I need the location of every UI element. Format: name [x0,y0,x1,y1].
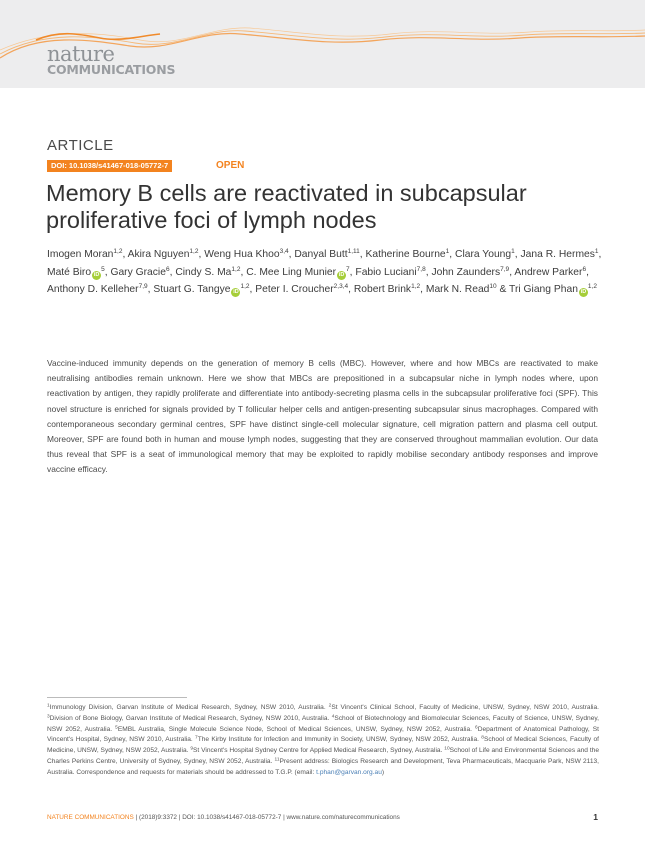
affiliation-text: Present address: Biologics Research and Development, Teva Pharmaceuticals, Macquarie Park, NSW 2113, Australia. [47,757,599,776]
author[interactable] [455,249,515,260]
author[interactable] [175,267,240,278]
author[interactable] [255,284,348,295]
author-name: Imogen Moran [47,249,114,260]
affiliation-text: School of Life and Environmental Sciences and the Charles Perkins Centre, University of Sydney, Sydney, NSW 2052, Australia. [47,747,599,765]
affiliations [47,703,599,779]
author-affiliation-marker: 7 [346,265,350,273]
affiliation-marker: 1 [47,703,50,709]
author-affiliation-marker: 1,2 [411,283,421,291]
article-title: Memory B cells are reactivated in subcapsular proliferative foci of lymph nodes [46,180,527,233]
author[interactable] [294,249,359,260]
page-footer [47,813,599,823]
author-name: Akira Nguyen [127,249,190,260]
author-affiliation-marker: 10 [489,283,497,291]
author[interactable] [426,284,497,295]
author-affiliation-marker: 1,2 [231,265,241,273]
author-name: Anthony D. Kelleher [47,284,139,296]
article-type-label: ARTICLE [47,137,114,154]
author[interactable] [431,267,509,278]
affiliation-marker: 4 [331,714,335,720]
abstract: Vaccine-induced immunity depends on the generation of memory B cells (MBC). However, where and how MBCs are reactivated to make neutralising antibodies remain unknown. Here we show that MBCs are prepositioned in a subcapsular niche in lymph nodes where, upon reactivation by antigen, they rapidly proliferate and differentiate into antibody-secreting plasma cells in the subcapsular proliferative foci (SPF). This novel structure is enriched for signals provided by T follicular helper cells and antigen-presenting subcapsular sinus macrophages. Compared with contemporaneous secondary germinal centres, SPF have distinct single-cell molecular signature, cell migration pattern and plasma cell output. Moreover, SPF are found both in human and mouse lymph nodes, suggesting that they are conserved throughout mammalian evolution. Our data thus reveal that SPF is a seat of immunological memory that may be exploited to rapidly mobilise secondary antibody responses and improve vaccine efficacy. [47,358,598,475]
author-affiliation-marker: 6 [165,265,170,273]
affiliation-marker: 10 [444,746,450,752]
affiliation-marker: 8 [481,735,484,741]
journal-logo-nature: nature [47,42,115,66]
orcid-icon[interactable]: iD [580,289,587,296]
affiliation-text: St Vincent's Clinical School, Faculty of Medicine, UNSW, Sydney, NSW 2010, Australia. [331,704,600,711]
doi-badge[interactable]: DOI: 10.1038/s41467-018-05772-7 [47,160,172,172]
author-name: Danyal Butt [294,249,348,260]
author-name: Clara Young [455,249,512,260]
affiliation-text: The Kirby Institute for Infection and Immunity in Society, UNSW, Sydney, NSW 2052, Australia. [197,736,482,744]
author-name: C. Mee Ling Munier [246,266,337,278]
author-affiliation-marker: 1,11 [347,248,360,255]
affiliation-marker: 3 [47,714,50,720]
author[interactable] [246,267,349,278]
author[interactable] [47,284,148,295]
author[interactable] [153,284,249,295]
correspondence-text: Correspondence and requests for materials should be addressed to T.G.P. (email: [76,768,317,776]
affiliation-text: EMBL Australia, Single Molecule Science Node, School of Medical Sciences, UNSW, Sydney, NSW 2052, Australia. [117,725,476,733]
author-affiliation-marker: 1 [594,248,599,255]
author-name: Maté Biro [47,266,92,278]
author-affiliation-marker: 1 [445,248,450,255]
author-affiliation-marker: 1,2 [113,248,123,255]
author-name: Weng Hua Khoo [204,249,280,260]
author[interactable] [354,284,420,295]
affiliation-text: School of Medical Sciences, Faculty of Medicine, UNSW, Sydney, NSW 2052, Australia. [47,736,599,755]
journal-header-banner [0,0,645,88]
author-name: Mark N. Read [425,284,490,296]
correspondence-suffix: ) [381,768,385,776]
correspondence-email-link[interactable]: t.phan@garvan.org.au [316,768,382,776]
affiliation-marker: 2 [328,703,332,709]
open-access-label: OPEN [216,160,245,171]
affiliation-marker: 11 [274,757,280,763]
affiliation-text: Immunology Division, Garvan Institute of Medical Research, Sydney, NSW 2010, Australia. [49,704,329,711]
orcid-icon[interactable]: iD [93,271,100,278]
author[interactable] [514,267,586,278]
affiliation-marker: 7 [195,735,198,741]
author[interactable] [521,249,599,260]
author-affiliation-marker: 2,3,4 [333,283,349,291]
affiliation-marker: 5 [115,725,118,731]
author-name: Katherine Bourne [365,249,446,260]
author[interactable] [366,249,450,260]
author-name: Robert Brink [353,284,412,296]
author-affiliation-marker: 1,2 [587,283,597,291]
author-name: Fabio Luciani [355,266,417,278]
author-affiliation-marker: 1,2 [240,283,250,291]
page-number: 1 [593,812,598,822]
author[interactable] [355,267,425,278]
author-affiliation-marker: 7,9 [500,265,510,273]
affiliation-text: Division of Bone Biology, Garvan Institute of Medical Research, Sydney, NSW 2010, Australia. [49,714,332,722]
author-affiliation-marker: 3,4 [279,248,289,255]
affiliation-marker: 9 [190,746,193,752]
author-name: Gary Gracie [110,266,166,278]
author-affiliation-marker: 5 [101,265,105,273]
author[interactable] [110,267,169,278]
author[interactable] [47,267,105,278]
author[interactable] [204,249,288,260]
author-name: Tri Giang Phan [509,284,578,296]
author-affiliation-marker: 7,8 [416,265,426,273]
author-name: Jana R. Hermes [520,249,595,260]
author-name: John Zaunders [431,266,501,278]
affiliation-text: Department of Anatomical Pathology, St Vincent's Hospital, Sydney, NSW 2010, Australia. [47,725,599,744]
affiliation-text: School of Biotechnology and Biomolecular Sciences, Faculty of Science, UNSW, Sydney, NSW 2052, Australia. [47,714,599,733]
author-name: Stuart G. Tangye [153,284,231,296]
affiliation-marker: 6 [475,725,478,731]
footer-citation: | (2018)9:3372 | DOI: 10.1038/s41467-018-05772-7 | www.nature.com/naturecommunications [133,814,400,821]
orcid-icon[interactable]: iD [233,289,239,296]
author-name: Andrew Parker [514,266,583,278]
author-list: Imogen Moran$^{1,2}$, Akira Nguyen$^{1,2}$, Weng Hua Khoo$^{3,4}$, Danyal Butt$^{1,11}$, Katherine Bourne$^1$, Clara Young$^1$, Jana R. Hermes$^1$, Maté Biro $iD^5$, Gary Gracie$^6$, Cindy S. Ma$^{1,2}$, C. Mee Ling Munier $iD^7$, Fabio Luciani$^{7,8}$, John Zaunders$^{7,9}$, Andrew Parker$^6$, Anthony D. Kelleher$^{7,9}$, Stuart G. Tangye iD$^{1,2}$, Peter I. Croucher$^{2,3,4}$, Robert Brink$^{1,2}$, Mark N. Read$^{10}$ & Tri Giang Phan iD$^{1,2}$ [47,248,602,296]
author[interactable] [509,284,597,295]
author-affiliation-marker: 1,2 [189,248,199,255]
author-name: Peter I. Croucher [255,284,334,296]
orcid-icon[interactable]: iD [338,271,345,278]
author[interactable] [128,249,199,260]
author[interactable] [47,249,122,260]
journal-logo-communications: COMMUNICATIONS [47,62,176,77]
affiliation-text: St Vincent's Hospital Sydney Centre for Applied Medical Research, Sydney, Australia. [193,747,445,755]
footer-journal-name[interactable]: NATURE COMMUNICATIONS [47,814,134,821]
author-name: Cindy S. Ma [175,266,232,278]
author-affiliation-marker: 6 [582,265,587,273]
author-affiliation-marker: 1 [511,248,515,255]
affiliations-divider [47,697,187,698]
author-affiliation-marker: 7,9 [138,283,148,291]
